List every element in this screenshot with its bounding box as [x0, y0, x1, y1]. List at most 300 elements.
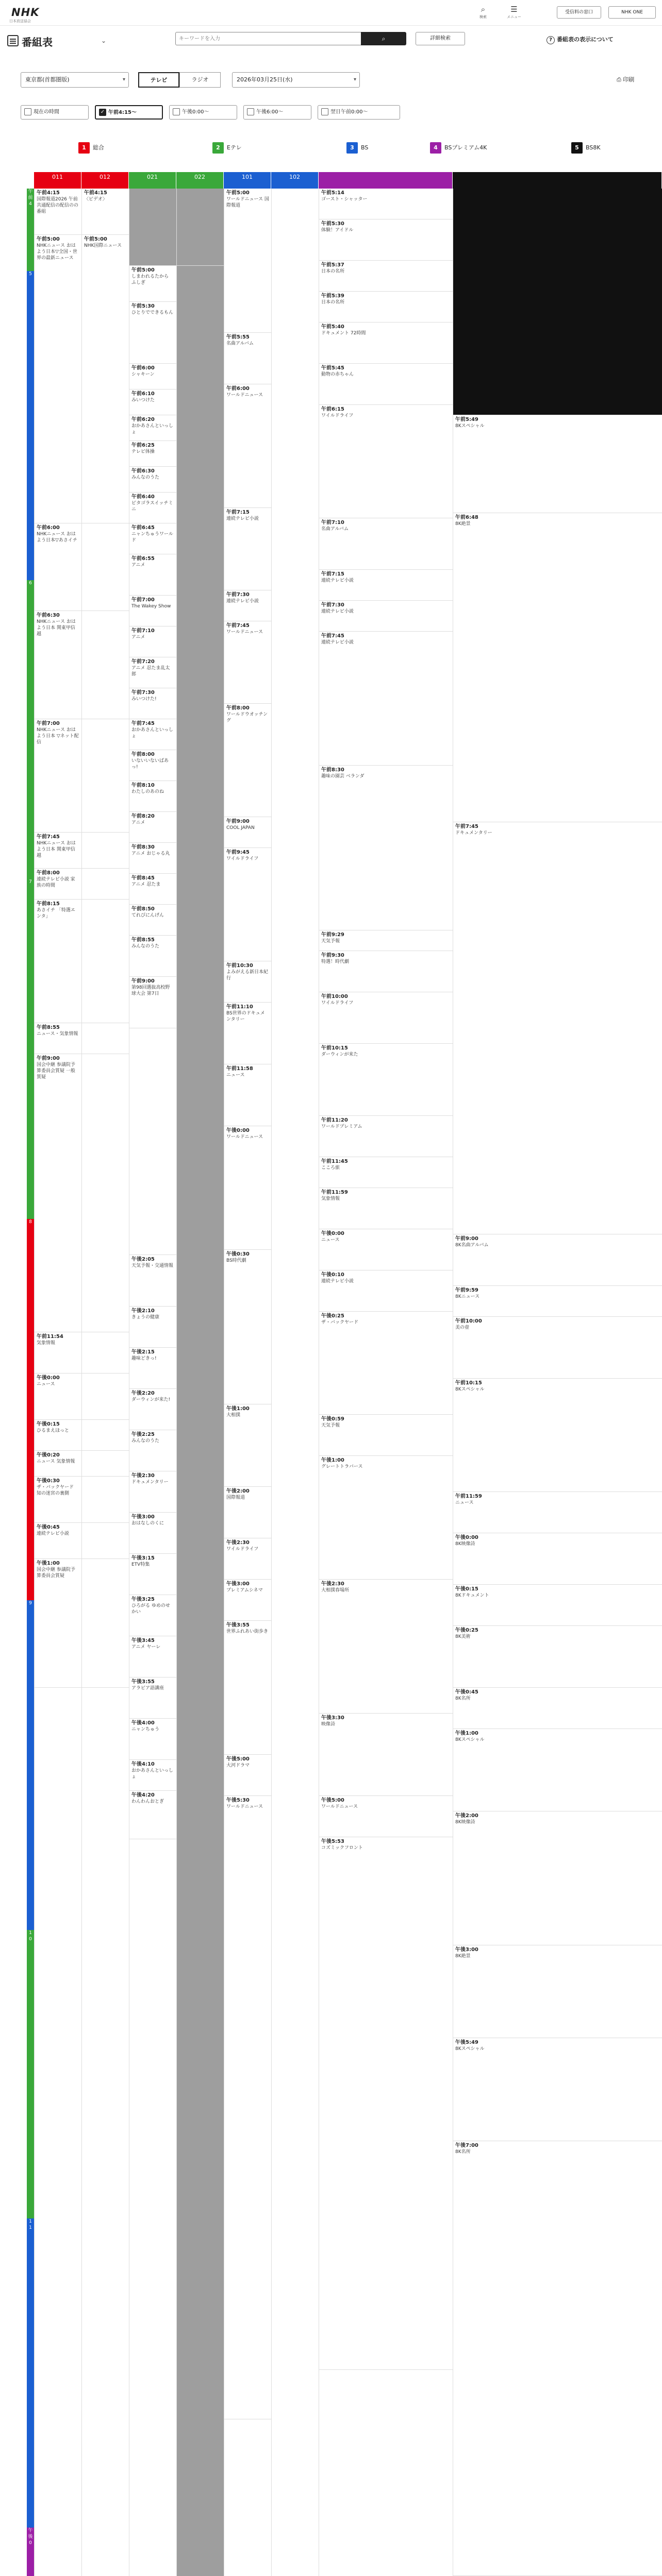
program-time: 午後3:55 — [131, 1679, 155, 1685]
program-time: 午後0:15 — [37, 1421, 60, 1427]
program-cell[interactable] — [129, 1389, 176, 1430]
program-title: みいつけた — [131, 398, 155, 403]
program-cell — [82, 900, 129, 1023]
program-cell[interactable] — [319, 292, 453, 323]
program-title: ワールドニュース — [226, 393, 263, 398]
program-cell[interactable] — [35, 1523, 81, 1559]
program-cell[interactable] — [453, 1533, 662, 1585]
channel-column — [224, 189, 271, 2576]
program-time: 午前11:59 — [321, 1190, 348, 1195]
program-time: 午後5:30 — [226, 1798, 250, 1803]
program-cell[interactable] — [129, 364, 176, 389]
program-cell[interactable] — [453, 1286, 662, 1317]
program-cell[interactable] — [35, 869, 81, 900]
program-time: 午前6:55 — [131, 556, 155, 562]
program-title: 8Kスペシャル — [455, 423, 485, 429]
search-input[interactable] — [179, 34, 313, 43]
program-title: 国会中継 参議院予算委員会質疑 一般質疑 — [37, 1062, 75, 1080]
program-time: 午前7:30 — [226, 592, 250, 598]
program-title: 連続テレビ小説 家族の時間 — [37, 877, 75, 888]
tab-radio[interactable]: ラジオ — [179, 72, 221, 88]
program-cell[interactable] — [129, 1430, 176, 1471]
program-time: 午前10:00 — [321, 994, 348, 999]
tab-tv[interactable]: テレビ — [138, 72, 179, 88]
program-cell[interactable] — [129, 493, 176, 523]
chip-1800[interactable]: 午後6:00〜 — [243, 105, 311, 120]
program-cell[interactable] — [319, 1456, 453, 1580]
program-cell[interactable] — [35, 1451, 81, 1477]
program-title: ニャンちゅうワールド — [131, 532, 173, 543]
program-time: 午後0:00 — [226, 1128, 250, 1133]
program-title: アニメ — [131, 635, 145, 640]
program-cell[interactable] — [129, 1471, 176, 1513]
program-title: 国会中継 参議院予算委員会質疑 — [37, 1567, 75, 1579]
print-button[interactable]: ⎙ 印刷 — [617, 76, 635, 83]
program-cell — [82, 1420, 129, 1451]
program-cell[interactable] — [453, 1626, 662, 1688]
program-cell[interactable] — [319, 364, 453, 405]
program-cell[interactable] — [129, 1595, 176, 1636]
program-cell[interactable] — [224, 961, 271, 1003]
chevron-down-icon[interactable]: ⌄ — [101, 37, 107, 44]
program-cell[interactable] — [319, 1312, 453, 1415]
program-title: NHKニュース おはよう日本▽あさイチ — [37, 532, 77, 543]
program-cell[interactable] — [82, 189, 129, 235]
program-title: 8Kスペシャル — [455, 1737, 485, 1742]
channel-column — [319, 189, 453, 2576]
program-title: アニメ ヤーレ — [131, 1645, 161, 1650]
program-cell[interactable] — [224, 848, 271, 961]
program-title: 大相撲春場所 — [321, 1588, 350, 1593]
program-cell[interactable] — [129, 1307, 176, 1348]
program-cell[interactable] — [319, 1188, 453, 1229]
program-cell[interactable] — [129, 1677, 176, 1719]
channel-column — [81, 189, 129, 2576]
program-time: 午前5:45 — [321, 365, 344, 371]
search-icon: ⌕ — [382, 35, 386, 42]
program-time: 午前6:30 — [131, 468, 155, 474]
channel-header-012: 012 — [81, 172, 128, 189]
program-cell[interactable] — [35, 1374, 81, 1420]
program-cell[interactable] — [129, 1348, 176, 1389]
program-time: 午後3:00 — [226, 1581, 250, 1587]
date-select[interactable]: 2026年03月25日(水) ▾ — [232, 72, 360, 88]
program-cell — [82, 611, 129, 719]
program-time: 午前11:54 — [37, 1334, 63, 1340]
program-title: ワールドニュース 国際報道 — [226, 197, 269, 208]
program-title: ニュース — [455, 1500, 474, 1505]
program-cell[interactable] — [224, 621, 271, 704]
program-cell[interactable] — [224, 1126, 271, 1250]
program-title: 8K美術 — [455, 1634, 471, 1639]
program-time: 午前5:49 — [455, 417, 478, 422]
program-time: 午後0:30 — [37, 1478, 60, 1484]
program-cell[interactable] — [319, 189, 453, 219]
program-title: ニュース — [226, 1073, 245, 1078]
program-cell[interactable] — [319, 1415, 453, 1456]
program-title: 世界ふれあい街歩き — [226, 1629, 269, 1634]
program-cell[interactable] — [453, 1729, 662, 1811]
hour-marker: 6 — [27, 580, 34, 879]
program-cell[interactable] — [35, 189, 81, 235]
program-time: 午後2:30 — [226, 1540, 250, 1546]
program-title: 名曲アルバム — [321, 527, 349, 532]
program-time: 午前9:00 — [37, 1056, 60, 1061]
program-cell[interactable] — [319, 1796, 453, 1837]
program-time: 午前6:30 — [37, 613, 60, 618]
program-time: 午後3:15 — [131, 1555, 155, 1561]
program-time: 午後0:59 — [321, 1416, 344, 1422]
program-cell[interactable] — [319, 632, 453, 766]
legend-sogo[interactable]: 1 総合 — [78, 141, 104, 155]
program-time: 午後3:30 — [321, 1715, 344, 1721]
program-cell[interactable] — [129, 1719, 176, 1760]
program-cell[interactable] — [35, 1054, 81, 1332]
program-cell[interactable] — [35, 1332, 81, 1374]
program-title: NHKニュース おはよう日本 関東甲信越 — [37, 841, 76, 858]
chip-1200[interactable]: 午後0:00〜 — [169, 105, 237, 120]
page-title: 番組表 — [22, 36, 53, 48]
program-title: ワイルドライフ — [321, 413, 354, 418]
program-cell[interactable] — [35, 900, 81, 1023]
program-cell[interactable] — [35, 719, 81, 833]
program-cell[interactable] — [453, 1945, 662, 2038]
program-time: 午前7:45 — [455, 824, 478, 829]
legend-bs[interactable]: 3 BS — [346, 141, 368, 155]
program-cell[interactable] — [129, 467, 176, 493]
program-cell[interactable] — [453, 1585, 662, 1626]
search-field[interactable] — [175, 32, 362, 45]
program-time: 午前7:45 — [321, 633, 344, 639]
program-cell[interactable] — [129, 977, 176, 1028]
program-cell — [82, 1332, 129, 1374]
program-cell[interactable] — [319, 1714, 453, 1796]
program-title: みんなのうた — [131, 1438, 160, 1444]
program-cell[interactable] — [129, 1513, 176, 1554]
chip-now[interactable]: 現在の時間 — [21, 105, 89, 120]
header-search-icon[interactable]: ⌕ 検索 — [479, 5, 487, 19]
program-time: 午前4:15 — [84, 190, 107, 196]
program-cell[interactable] — [453, 415, 662, 513]
checkbox-icon — [24, 108, 31, 115]
program-title: ひろがる ゆめのせかい — [131, 1603, 170, 1615]
program-time: 午後4:20 — [131, 1792, 155, 1798]
program-cell[interactable] — [224, 590, 271, 621]
program-cell[interactable] — [224, 1580, 271, 1621]
program-time: 午後1:00 — [321, 1458, 344, 1463]
program-title: 連続テレビ小説 — [321, 1279, 354, 1284]
program-title: 連続テレビ小説 — [226, 516, 259, 521]
program-cell[interactable] — [224, 1404, 271, 1487]
program-cell[interactable] — [129, 688, 176, 719]
program-cell[interactable] — [319, 1837, 453, 2370]
menu-icon[interactable]: ☰ メニュー — [507, 5, 521, 19]
program-time: 午前5:14 — [321, 190, 344, 196]
program-cell[interactable] — [224, 1621, 271, 1755]
program-cell[interactable] — [35, 833, 81, 869]
program-cell[interactable] — [129, 523, 176, 554]
program-title: BS世界のドキュメンタリー — [226, 1011, 265, 1022]
program-title: 8K映像詩 — [455, 1820, 475, 1825]
program-time: 午前7:45 — [37, 834, 60, 840]
program-title: 8K絶景 — [455, 521, 471, 527]
program-title: 特選！時代劇 — [321, 959, 350, 964]
program-cell[interactable] — [129, 781, 176, 812]
program-title: てれびにんげん — [131, 913, 164, 918]
program-time: 午後0:45 — [455, 1689, 478, 1695]
program-time: 午前6:15 — [321, 406, 344, 412]
program-cell[interactable] — [82, 235, 129, 523]
program-title: おかあさんといっしょ — [131, 1768, 174, 1780]
chip-0000[interactable]: 翌日午前0:00〜 — [318, 105, 400, 120]
program-cell[interactable] — [129, 1255, 176, 1307]
program-time: 午後0:45 — [37, 1524, 60, 1530]
program-cell[interactable] — [319, 601, 453, 632]
program-time: 午前10:15 — [321, 1045, 348, 1051]
program-cell[interactable] — [224, 384, 271, 508]
program-title: The Wakey Show — [131, 604, 171, 609]
program-cell[interactable] — [319, 570, 453, 601]
program-cell[interactable] — [319, 219, 453, 261]
channel-column — [34, 189, 81, 2576]
program-title: おかあさんといっしょ — [131, 423, 174, 435]
program-title: ワールドウオッチング — [226, 712, 268, 723]
program-time: 午前8:10 — [131, 783, 155, 788]
program-time: 午前10:00 — [455, 1318, 482, 1324]
program-cell[interactable] — [129, 1791, 176, 1839]
channel-column — [129, 189, 176, 2576]
program-time: 午前7:45 — [226, 623, 250, 629]
program-cell — [272, 189, 319, 2576]
legend-bs4k[interactable]: 4 BSプレミアム4K — [430, 141, 487, 155]
program-title: ニュース — [321, 1238, 340, 1243]
program-cell[interactable] — [129, 302, 176, 364]
program-title: ニュース 気象情報 — [37, 1459, 75, 1464]
program-title: 美の壺 — [455, 1325, 470, 1330]
program-cell — [82, 1451, 129, 1477]
program-time: 午後5:00 — [321, 1798, 344, 1803]
program-cell[interactable] — [224, 1487, 271, 1538]
program-cell[interactable] — [224, 333, 271, 384]
program-time: 午前5:30 — [321, 221, 344, 227]
program-cell[interactable] — [35, 235, 81, 523]
program-cell[interactable] — [319, 766, 453, 930]
program-title: 連続テレビ小説 — [321, 640, 354, 645]
program-cell[interactable] — [35, 1559, 81, 1688]
program-cell[interactable] — [319, 1580, 453, 1714]
program-title: 名曲アルバム — [226, 341, 254, 346]
program-cell[interactable] — [453, 1688, 662, 1729]
program-time: 午後0:00 — [455, 1535, 478, 1540]
program-cell[interactable] — [319, 261, 453, 292]
program-cell[interactable] — [129, 719, 176, 750]
login-button[interactable]: 受信料の窓口 — [557, 6, 601, 19]
program-cell[interactable] — [319, 1229, 453, 1270]
program-time: 午前11:59 — [455, 1494, 482, 1499]
program-time: 午前11:20 — [321, 1117, 348, 1123]
program-title: ニュース・気象情報 — [37, 1031, 78, 1037]
program-title: アラビア語講座 — [131, 1686, 164, 1691]
program-cell[interactable] — [224, 704, 271, 817]
program-cell[interactable] — [129, 415, 176, 441]
program-title: アニメ — [131, 820, 145, 825]
program-cell[interactable] — [224, 1250, 271, 1404]
program-title: 8K名所 — [455, 2149, 471, 2155]
program-title: ドキュメンタリー — [455, 831, 492, 836]
nhk-one-button[interactable]: NHK ONE — [608, 6, 656, 19]
program-title: ひるまえほっと — [37, 1428, 70, 1433]
program-time: 午前7:20 — [131, 659, 155, 665]
program-cell[interactable] — [129, 554, 176, 596]
program-cell[interactable] — [453, 822, 662, 1234]
program-cell[interactable] — [453, 1234, 662, 1286]
program-time: 午後4:10 — [131, 1761, 155, 1767]
program-cell[interactable] — [319, 1116, 453, 1157]
program-cell[interactable] — [319, 323, 453, 364]
program-cell[interactable] — [129, 266, 176, 302]
program-cell[interactable] — [224, 817, 271, 848]
program-cell[interactable] — [319, 992, 453, 1044]
program-title: 国際報道 — [226, 1495, 245, 1500]
region-select[interactable]: 東京都(首都圏版) ▾ — [21, 72, 129, 88]
program-cell[interactable] — [224, 1003, 271, 1064]
hour-marker: 1 0 — [27, 1930, 34, 2218]
program-title: ETV特集 — [131, 1562, 150, 1567]
program-cell[interactable] — [224, 1538, 271, 1580]
program-time: 午前6:45 — [131, 525, 155, 531]
program-time: 午後1:00 — [226, 1406, 250, 1412]
program-cell — [177, 189, 224, 266]
program-cell[interactable] — [129, 441, 176, 467]
program-cell[interactable] — [453, 1379, 662, 1492]
program-title: 趣味の園芸 ベランダ — [321, 774, 365, 779]
program-cell — [177, 266, 224, 2576]
program-cell[interactable] — [129, 843, 176, 874]
program-cell[interactable] — [129, 1554, 176, 1595]
program-cell[interactable] — [35, 611, 81, 719]
chip-0415[interactable]: ✓ 午前4:15〜 — [95, 105, 163, 120]
program-title: ドキュメンタリー — [131, 1480, 169, 1485]
search-button[interactable] — [361, 32, 406, 45]
program-title: 気象情報 — [37, 1341, 56, 1346]
program-title: ゴースト・シャッター — [321, 197, 368, 202]
program-cell[interactable] — [129, 626, 176, 657]
program-title: コズミックフロント — [321, 1845, 363, 1851]
hour-marker: 7 — [27, 879, 34, 1219]
program-title: ワールドニュース — [321, 1804, 358, 1809]
program-time: 午前9:00 — [131, 978, 155, 984]
advanced-search-button[interactable]: 詳細検索 — [416, 32, 465, 45]
program-cell[interactable] — [453, 513, 662, 822]
program-cell[interactable] — [319, 518, 453, 570]
program-title: わんわんおとぎ — [131, 1799, 164, 1804]
nhk-logo[interactable]: NHK 日本放送協会 — [9, 6, 40, 23]
program-cell[interactable] — [224, 508, 271, 590]
program-cell[interactable] — [453, 1317, 662, 1379]
program-cell[interactable] — [129, 596, 176, 626]
program-time: 午前8:00 — [37, 870, 60, 876]
program-title: BS時代劇 — [226, 1258, 246, 1263]
program-cell[interactable] — [319, 1157, 453, 1188]
legend-etele[interactable]: 2 Eテレ — [212, 141, 242, 155]
program-cell — [82, 719, 129, 833]
program-cell[interactable] — [453, 2141, 662, 2576]
program-cell[interactable] — [224, 1064, 271, 1126]
program-time: 午前7:30 — [321, 602, 344, 608]
legend-bs8k[interactable]: 5 BS8K — [571, 141, 601, 155]
program-title: 連続テレビ小説 — [321, 609, 354, 614]
program-cell[interactable] — [319, 930, 453, 951]
program-cell[interactable] — [129, 874, 176, 905]
program-time: 午前8:15 — [37, 901, 60, 907]
program-cell[interactable] — [129, 750, 176, 781]
program-time: 午後2:20 — [131, 1391, 155, 1396]
program-cell[interactable] — [129, 657, 176, 688]
program-cell[interactable] — [35, 1420, 81, 1451]
program-time: 午前5:00 — [84, 236, 107, 242]
program-cell — [82, 1523, 129, 1559]
program-title: シャキーン — [131, 372, 155, 377]
channel-header-021: 021 — [129, 172, 176, 189]
program-title: 連続テレビ小説 — [226, 599, 259, 604]
program-title: 8Kニュース — [455, 1294, 480, 1299]
program-time: 午前11:45 — [321, 1159, 348, 1164]
program-cell[interactable] — [319, 1044, 453, 1116]
channel-header-011: 011 — [34, 172, 81, 189]
program-cell[interactable] — [319, 405, 453, 518]
program-time: 午前8:55 — [37, 1025, 60, 1030]
program-title: こころ旅 — [321, 1165, 340, 1171]
program-title: 大河ドラマ — [226, 1763, 250, 1768]
program-title: NHKニュース おはよう日本▽全国・世界の最新ニュース — [37, 243, 77, 261]
program-title: しまわれるたから ふしぎ — [131, 274, 169, 285]
program-title: みいつけた! — [131, 697, 157, 702]
program-cell[interactable] — [319, 1270, 453, 1312]
program-title: 日本の名所 — [321, 300, 345, 305]
program-cell[interactable] — [129, 905, 176, 936]
program-title: プレミアムシネマ — [226, 1588, 263, 1593]
program-cell[interactable] — [35, 1477, 81, 1523]
program-cell[interactable] — [129, 936, 176, 977]
program-cell[interactable] — [129, 1760, 176, 1791]
program-cell[interactable] — [35, 1023, 81, 1054]
program-cell[interactable] — [224, 1755, 271, 1796]
program-cell[interactable] — [129, 812, 176, 843]
program-cell[interactable] — [35, 523, 81, 611]
program-time: 午前8:55 — [131, 937, 155, 943]
program-time: 午前9:45 — [226, 850, 250, 855]
checkbox-icon — [321, 108, 328, 115]
program-cell[interactable] — [129, 389, 176, 415]
program-title: 天気予報・交通情報 — [131, 1263, 174, 1268]
program-title: きょうの健康 — [131, 1315, 160, 1320]
program-title: ドキュメント 72時間 — [321, 331, 366, 336]
program-cell[interactable] — [453, 1492, 662, 1533]
help-link[interactable]: ? 番組表の表示について — [547, 35, 614, 44]
program-title: 8Kドキュメント — [455, 1593, 489, 1598]
program-title: ピタゴラスイッチミニ — [131, 501, 173, 512]
program-cell[interactable] — [453, 2038, 662, 2141]
program-time: 午後0:25 — [455, 1628, 478, 1633]
program-time: 午後1:00 — [37, 1561, 60, 1566]
program-cell[interactable] — [224, 189, 271, 333]
program-cell[interactable] — [319, 951, 453, 992]
program-cell[interactable] — [224, 1796, 271, 2419]
program-time: 午前8:20 — [131, 814, 155, 819]
program-time: 午前8:00 — [131, 752, 155, 757]
program-cell[interactable] — [129, 1636, 176, 1677]
program-cell[interactable] — [453, 1811, 662, 1945]
